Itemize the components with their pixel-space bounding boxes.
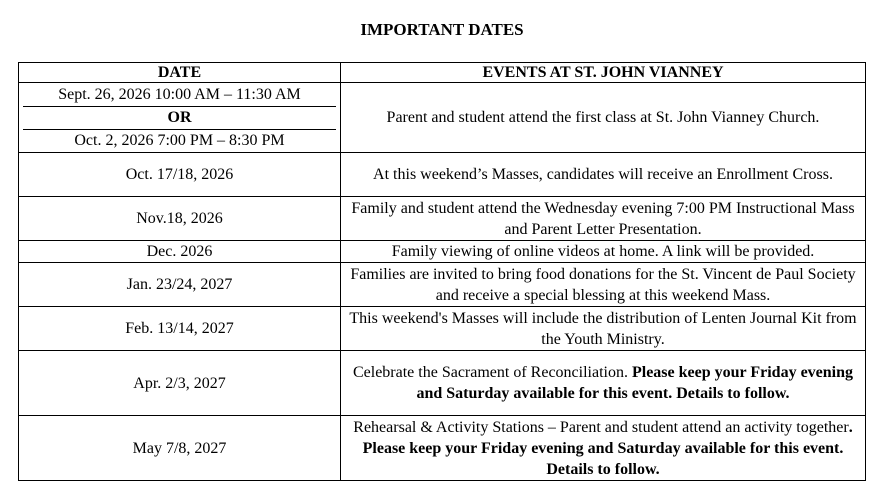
event-text-bold: . Please keep your Friday evening and Saturday available for this event. Details to follow. xyxy=(362,418,853,478)
table-row xyxy=(19,83,866,153)
table-row xyxy=(19,153,866,197)
event-cell: Family viewing of online videos at home. A link will be provided. xyxy=(341,241,866,263)
event-cell: At this weekend’s Masses, candidates will receive an Enrollment Cross. xyxy=(341,153,866,197)
event-text: Celebrate the Sacrament of Reconciliation. xyxy=(352,364,632,381)
column-header-events: EVENTS AT ST. JOHN VIANNEY xyxy=(341,63,866,83)
date-cell: Apr. 2/3, 2027 xyxy=(19,351,341,416)
date-cell: Jan. 23/24, 2027 xyxy=(19,263,341,307)
date-cell-first-class xyxy=(19,83,341,153)
date-cell: Oct. 17/18, 2026 xyxy=(19,153,341,197)
event-cell xyxy=(341,351,866,416)
event-text: Rehearsal & Activity Stations – Parent and student attend an activity together xyxy=(353,418,849,436)
table-row xyxy=(19,197,866,241)
table-row xyxy=(19,307,866,351)
important-dates-table xyxy=(18,62,866,481)
date-option-1: Sept. 26, 2026 10:00 AM – 11:30 AM xyxy=(23,83,336,107)
table-header-row xyxy=(19,63,866,83)
table-row xyxy=(19,351,866,416)
date-cell: Feb. 13/14, 2027 xyxy=(19,307,341,351)
date-cell: Nov.18, 2026 xyxy=(19,197,341,241)
event-cell: Families are invited to bring food donations for the St. Vincent de Paul Society and receive a special blessing at this weekend Mass. xyxy=(341,263,866,307)
event-text-bold: Please keep your Friday evening and Saturday available for this event. Details to follow. xyxy=(416,364,854,402)
column-header-date: DATE xyxy=(19,63,341,83)
or-label: OR xyxy=(23,107,336,130)
date-cell: May 7/8, 2027 xyxy=(19,416,341,481)
date-cell: Dec. 2026 xyxy=(19,241,341,263)
event-cell: This weekend's Masses will include the distribution of Lenten Journal Kit from the Youth Ministry. xyxy=(341,307,866,351)
event-cell xyxy=(341,416,866,481)
event-cell: Family and student attend the Wednesday evening 7:00 PM Instructional Mass and Parent Letter Presentation. xyxy=(341,197,866,241)
date-option-2: Oct. 2, 2026 7:00 PM – 8:30 PM xyxy=(74,132,285,149)
table-row xyxy=(19,263,866,307)
event-cell: Parent and student attend the first class at St. John Vianney Church. xyxy=(341,83,866,153)
table-row xyxy=(19,241,866,263)
table-row xyxy=(19,416,866,481)
page-title: IMPORTANT DATES xyxy=(360,20,524,39)
